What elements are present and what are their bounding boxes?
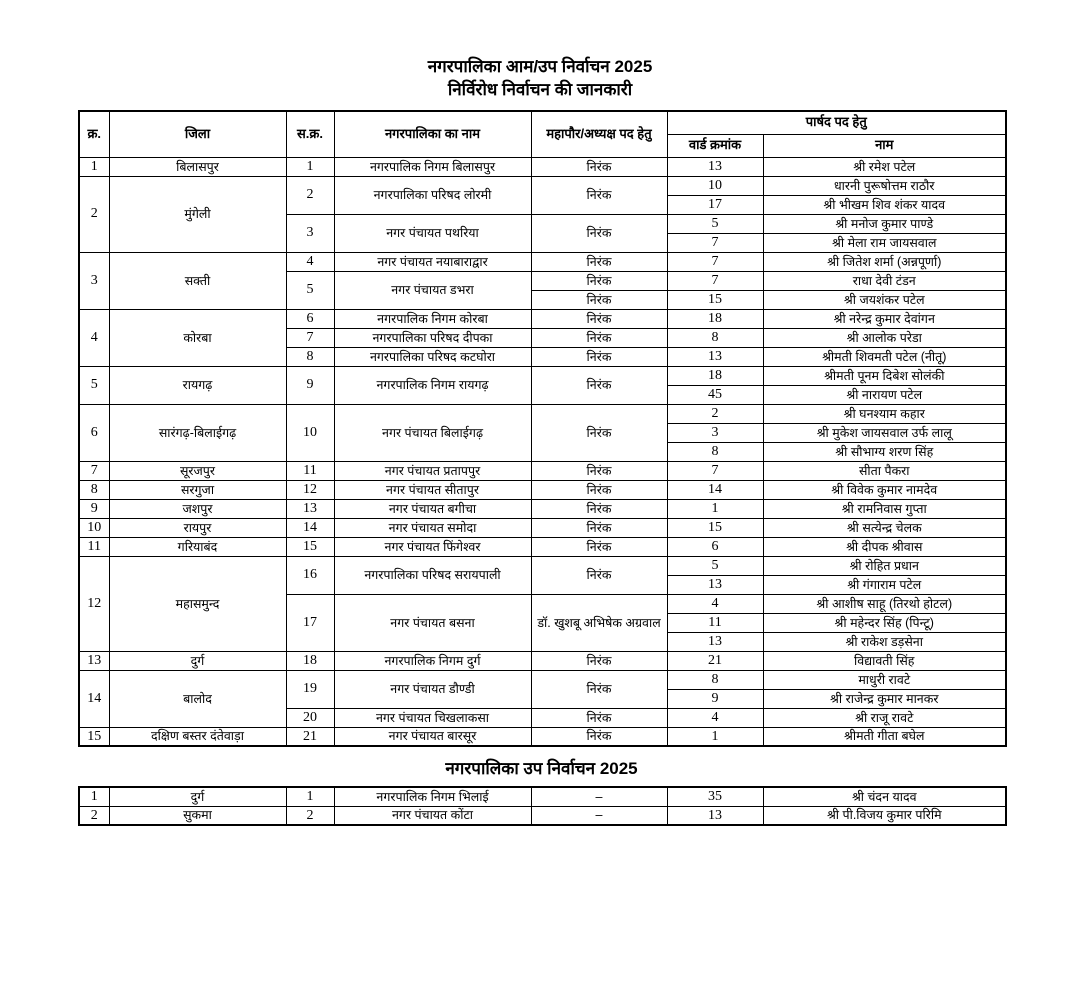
cell-mayor: निरंक <box>531 290 667 309</box>
cell-district: सारंगढ़-बिलाईगढ़ <box>109 404 286 461</box>
cell-ward-number: 7 <box>667 271 763 290</box>
cell-ward-number: 8 <box>667 442 763 461</box>
cell-serial: 2 <box>79 176 109 252</box>
cell-ward-number: 2 <box>667 404 763 423</box>
cell-councillor-name: श्री जयशंकर पटेल <box>763 290 1006 309</box>
cell-mayor: निरंक <box>531 366 667 404</box>
cell-sub-serial: 14 <box>286 518 334 537</box>
cell-councillor-name: श्री आलोक परेडा <box>763 328 1006 347</box>
cell-sub-serial: 2 <box>286 806 334 825</box>
cell-mayor: निरंक <box>531 651 667 670</box>
cell-councillor-name: श्री मनोज कुमार पाण्डे <box>763 214 1006 233</box>
cell-sub-serial: 9 <box>286 366 334 404</box>
cell-district: सक्ती <box>109 252 286 309</box>
cell-mayor: निरंक <box>531 309 667 328</box>
cell-district: दुर्ग <box>109 787 286 806</box>
table-row <box>79 651 1006 670</box>
table-row <box>79 404 1006 423</box>
header-district: जिला <box>109 111 286 158</box>
cell-ward-number: 35 <box>667 787 763 806</box>
table-row <box>79 670 1006 689</box>
cell-ward-number: 13 <box>667 157 763 176</box>
cell-ward-number: 15 <box>667 290 763 309</box>
unopposed-table-body <box>79 157 1006 746</box>
cell-mayor: निरंक <box>531 461 667 480</box>
cell-district: बालोद <box>109 670 286 727</box>
unopposed-election-table <box>78 110 1007 748</box>
cell-serial: 7 <box>79 461 109 480</box>
cell-serial: 12 <box>79 556 109 651</box>
cell-municipality: नगर पंचायत कोंटा <box>334 806 531 825</box>
cell-serial: 5 <box>79 366 109 404</box>
cell-serial: 4 <box>79 309 109 366</box>
cell-mayor: निरंक <box>531 271 667 290</box>
cell-municipality: नगरपालिक निगम रायगढ़ <box>334 366 531 404</box>
cell-district: गरियाबंद <box>109 537 286 556</box>
cell-serial: 10 <box>79 518 109 537</box>
cell-mayor: निरंक <box>531 480 667 499</box>
cell-councillor-name: श्री चंदन यादव <box>763 787 1006 806</box>
cell-ward-number: 13 <box>667 632 763 651</box>
cell-sub-serial: 3 <box>286 214 334 252</box>
cell-councillor-name: श्री मेला राम जायसवाल <box>763 233 1006 252</box>
cell-ward-number: 8 <box>667 328 763 347</box>
cell-mayor: निरंक <box>531 708 667 727</box>
cell-sub-serial: 20 <box>286 708 334 727</box>
cell-mayor: निरंक <box>531 518 667 537</box>
cell-ward-number: 5 <box>667 556 763 575</box>
cell-councillor-name: श्री राकेश डड़सेना <box>763 632 1006 651</box>
cell-councillor-name: श्री नरेन्द्र कुमार देवांगन <box>763 309 1006 328</box>
cell-serial: 11 <box>79 537 109 556</box>
cell-sub-serial: 8 <box>286 347 334 366</box>
cell-municipality: नगरपालिका परिषद कटघोरा <box>334 347 531 366</box>
cell-municipality: नगर पंचायत समोदा <box>334 518 531 537</box>
cell-municipality: नगर पंचायत बगीचा <box>334 499 531 518</box>
cell-councillor-name: श्री मुकेश जायसवाल उर्फ लालू <box>763 423 1006 442</box>
cell-sub-serial: 5 <box>286 271 334 309</box>
cell-district: दुर्ग <box>109 651 286 670</box>
cell-mayor: निरंक <box>531 347 667 366</box>
cell-serial: 8 <box>79 480 109 499</box>
cell-ward-number: 7 <box>667 233 763 252</box>
header-name: नाम <box>763 134 1006 157</box>
cell-mayor: निरंक <box>531 176 667 214</box>
cell-mayor: निरंक <box>531 328 667 347</box>
cell-district: सूरजपुर <box>109 461 286 480</box>
cell-sub-serial: 19 <box>286 670 334 708</box>
table-row <box>79 537 1006 556</box>
cell-ward-number: 11 <box>667 613 763 632</box>
cell-sub-serial: 15 <box>286 537 334 556</box>
cell-mayor: निरंक <box>531 670 667 708</box>
cell-councillor-name: श्री सत्येन्द्र चेलक <box>763 518 1006 537</box>
cell-ward-number: 8 <box>667 670 763 689</box>
cell-municipality: नगर पंचायत चिखलाकसा <box>334 708 531 727</box>
cell-councillor-name: श्री रमेश पटेल <box>763 157 1006 176</box>
table-row <box>79 480 1006 499</box>
cell-serial: 15 <box>79 727 109 746</box>
cell-councillor-name: धारनी पुरूषोत्तम राठौर <box>763 176 1006 195</box>
cell-mayor: निरंक <box>531 252 667 271</box>
cell-mayor: निरंक <box>531 537 667 556</box>
table-row <box>79 727 1006 746</box>
cell-district: जशपुर <box>109 499 286 518</box>
cell-sub-serial: 7 <box>286 328 334 347</box>
cell-municipality: नगर पंचायत फिंगेश्वर <box>334 537 531 556</box>
cell-district: रायगढ़ <box>109 366 286 404</box>
cell-sub-serial: 12 <box>286 480 334 499</box>
header-sub-serial: स.क्र. <box>286 111 334 158</box>
cell-councillor-name: श्री आशीष साहू (तिरथो होटल) <box>763 594 1006 613</box>
table-row <box>79 499 1006 518</box>
cell-municipality: नगरपालिका परिषद सरायपाली <box>334 556 531 594</box>
cell-district: सुकमा <box>109 806 286 825</box>
cell-sub-serial: 2 <box>286 176 334 214</box>
cell-ward-number: 10 <box>667 176 763 195</box>
cell-sub-serial: 13 <box>286 499 334 518</box>
cell-municipality: नगरपालिक निगम दुर्ग <box>334 651 531 670</box>
cell-district: बिलासपुर <box>109 157 286 176</box>
cell-ward-number: 45 <box>667 385 763 404</box>
cell-ward-number: 13 <box>667 806 763 825</box>
table-row <box>79 366 1006 385</box>
cell-ward-number: 1 <box>667 727 763 746</box>
cell-mayor: निरंक <box>531 727 667 746</box>
cell-councillor-name: श्री गंगाराम पटेल <box>763 575 1006 594</box>
table-row <box>79 806 1006 825</box>
cell-municipality: नगरपालिक निगम कोरबा <box>334 309 531 328</box>
cell-municipality: नगरपालिक निगम भिलाई <box>334 787 531 806</box>
cell-ward-number: 13 <box>667 347 763 366</box>
header-serial: क्र. <box>79 111 109 158</box>
table-row <box>79 176 1006 195</box>
cell-mayor: डॉ. खुशबू अभिषेक अग्रवाल <box>531 594 667 651</box>
cell-councillor-name: श्रीमती गीता बघेल <box>763 727 1006 746</box>
cell-serial: 1 <box>79 157 109 176</box>
cell-councillor-name: श्री राजेन्द्र कुमार मानकर <box>763 689 1006 708</box>
cell-serial: 9 <box>79 499 109 518</box>
table-row <box>79 461 1006 480</box>
cell-mayor: निरंक <box>531 404 667 461</box>
cell-mayor: – <box>531 806 667 825</box>
cell-ward-number: 21 <box>667 651 763 670</box>
cell-councillor-name: श्री विवेक कुमार नामदेव <box>763 480 1006 499</box>
table-row <box>79 518 1006 537</box>
cell-ward-number: 6 <box>667 537 763 556</box>
cell-councillor-name: श्री दीपक श्रीवास <box>763 537 1006 556</box>
cell-ward-number: 18 <box>667 309 763 328</box>
cell-sub-serial: 4 <box>286 252 334 271</box>
cell-municipality: नगर पंचायत पथरिया <box>334 214 531 252</box>
cell-district: दक्षिण बस्तर दंतेवाड़ा <box>109 727 286 746</box>
page <box>0 56 1080 985</box>
cell-ward-number: 14 <box>667 480 763 499</box>
cell-councillor-name: श्री रामनिवास गुप्ता <box>763 499 1006 518</box>
cell-ward-number: 4 <box>667 594 763 613</box>
cell-municipality: नगरपालिका परिषद दीपका <box>334 328 531 347</box>
cell-serial: 1 <box>79 787 109 806</box>
cell-municipality: नगर पंचायत बारसूर <box>334 727 531 746</box>
by-election-table <box>78 786 1007 826</box>
table-row <box>79 252 1006 271</box>
cell-mayor: निरंक <box>531 157 667 176</box>
cell-sub-serial: 16 <box>286 556 334 594</box>
by-election-table-body <box>79 787 1006 825</box>
table-row <box>79 157 1006 176</box>
cell-district: सरगुजा <box>109 480 286 499</box>
cell-councillor-name: श्री महेन्दर सिंह (पिन्टू) <box>763 613 1006 632</box>
table-row <box>79 309 1006 328</box>
cell-councillor-name: श्री घनश्याम कहार <box>763 404 1006 423</box>
cell-district: महासमुन्द <box>109 556 286 651</box>
cell-ward-number: 15 <box>667 518 763 537</box>
page-title: नगरपालिका आम/उप निर्वाचन 2025 <box>427 57 653 76</box>
cell-sub-serial: 11 <box>286 461 334 480</box>
document-header <box>0 56 1080 102</box>
cell-sub-serial: 18 <box>286 651 334 670</box>
cell-municipality: नगरपालिका परिषद लोरमी <box>334 176 531 214</box>
header-councillor-post: पार्षद पद हेतु <box>667 111 1006 135</box>
cell-ward-number: 4 <box>667 708 763 727</box>
cell-councillor-name: सीता पैकरा <box>763 461 1006 480</box>
cell-ward-number: 3 <box>667 423 763 442</box>
cell-sub-serial: 10 <box>286 404 334 461</box>
cell-mayor: – <box>531 787 667 806</box>
cell-mayor: निरंक <box>531 556 667 594</box>
cell-councillor-name: श्री भीखम शिव शंकर यादव <box>763 195 1006 214</box>
cell-councillor-name: माधुरी रावटे <box>763 670 1006 689</box>
cell-sub-serial: 17 <box>286 594 334 651</box>
cell-ward-number: 7 <box>667 252 763 271</box>
cell-councillor-name: श्री सौभाग्य शरण सिंह <box>763 442 1006 461</box>
cell-councillor-name: श्री जितेश शर्मा (अन्नपूर्णा) <box>763 252 1006 271</box>
cell-ward-number: 13 <box>667 575 763 594</box>
cell-councillor-name: श्रीमती पूनम दिबेश सोलंकी <box>763 366 1006 385</box>
cell-councillor-name: राधा देवी टंडन <box>763 271 1006 290</box>
cell-sub-serial: 1 <box>286 787 334 806</box>
cell-municipality: नगर पंचायत बसना <box>334 594 531 651</box>
cell-municipality: नगर पंचायत सीतापुर <box>334 480 531 499</box>
cell-ward-number: 18 <box>667 366 763 385</box>
cell-sub-serial: 1 <box>286 157 334 176</box>
cell-councillor-name: श्रीमती शिवमती पटेल (नीतू) <box>763 347 1006 366</box>
table-row <box>79 556 1006 575</box>
table-row <box>79 787 1006 806</box>
cell-mayor: निरंक <box>531 214 667 252</box>
cell-municipality: नगर पंचायत डौण्डी <box>334 670 531 708</box>
by-election-section-title: नगरपालिका उप निर्वाचन 2025 <box>445 759 638 779</box>
cell-serial: 14 <box>79 670 109 727</box>
cell-mayor: निरंक <box>531 499 667 518</box>
cell-councillor-name: श्री राजू रावटे <box>763 708 1006 727</box>
cell-district: रायपुर <box>109 518 286 537</box>
cell-municipality: नगर पंचायत प्रतापपुर <box>334 461 531 480</box>
cell-councillor-name: श्री नारायण पटेल <box>763 385 1006 404</box>
cell-ward-number: 5 <box>667 214 763 233</box>
cell-councillor-name: विद्यावती सिंह <box>763 651 1006 670</box>
header-mayor-post: महापौर/अध्यक्ष पद हेतु <box>531 111 667 158</box>
cell-district: मुंगेली <box>109 176 286 252</box>
cell-ward-number: 7 <box>667 461 763 480</box>
header-municipality-name: नगरपालिका का नाम <box>334 111 531 158</box>
cell-ward-number: 9 <box>667 689 763 708</box>
cell-councillor-name: श्री रोहित प्रधान <box>763 556 1006 575</box>
cell-sub-serial: 6 <box>286 309 334 328</box>
cell-municipality: नगर पंचायत बिलाईगढ़ <box>334 404 531 461</box>
cell-municipality: नगर पंचायत नयाबाराद्वार <box>334 252 531 271</box>
cell-district: कोरबा <box>109 309 286 366</box>
header-ward-number: वार्ड क्रमांक <box>667 134 763 157</box>
cell-municipality: नगरपालिक निगम बिलासपुर <box>334 157 531 176</box>
cell-councillor-name: श्री पी.विजय कुमार परिमि <box>763 806 1006 825</box>
page-subtitle: निर्विरोध निर्वाचन की जानकारी <box>447 79 633 99</box>
cell-municipality: नगर पंचायत डभरा <box>334 271 531 309</box>
cell-sub-serial: 21 <box>286 727 334 746</box>
cell-serial: 3 <box>79 252 109 309</box>
cell-serial: 2 <box>79 806 109 825</box>
cell-ward-number: 1 <box>667 499 763 518</box>
cell-ward-number: 17 <box>667 195 763 214</box>
cell-serial: 6 <box>79 404 109 461</box>
cell-serial: 13 <box>79 651 109 670</box>
